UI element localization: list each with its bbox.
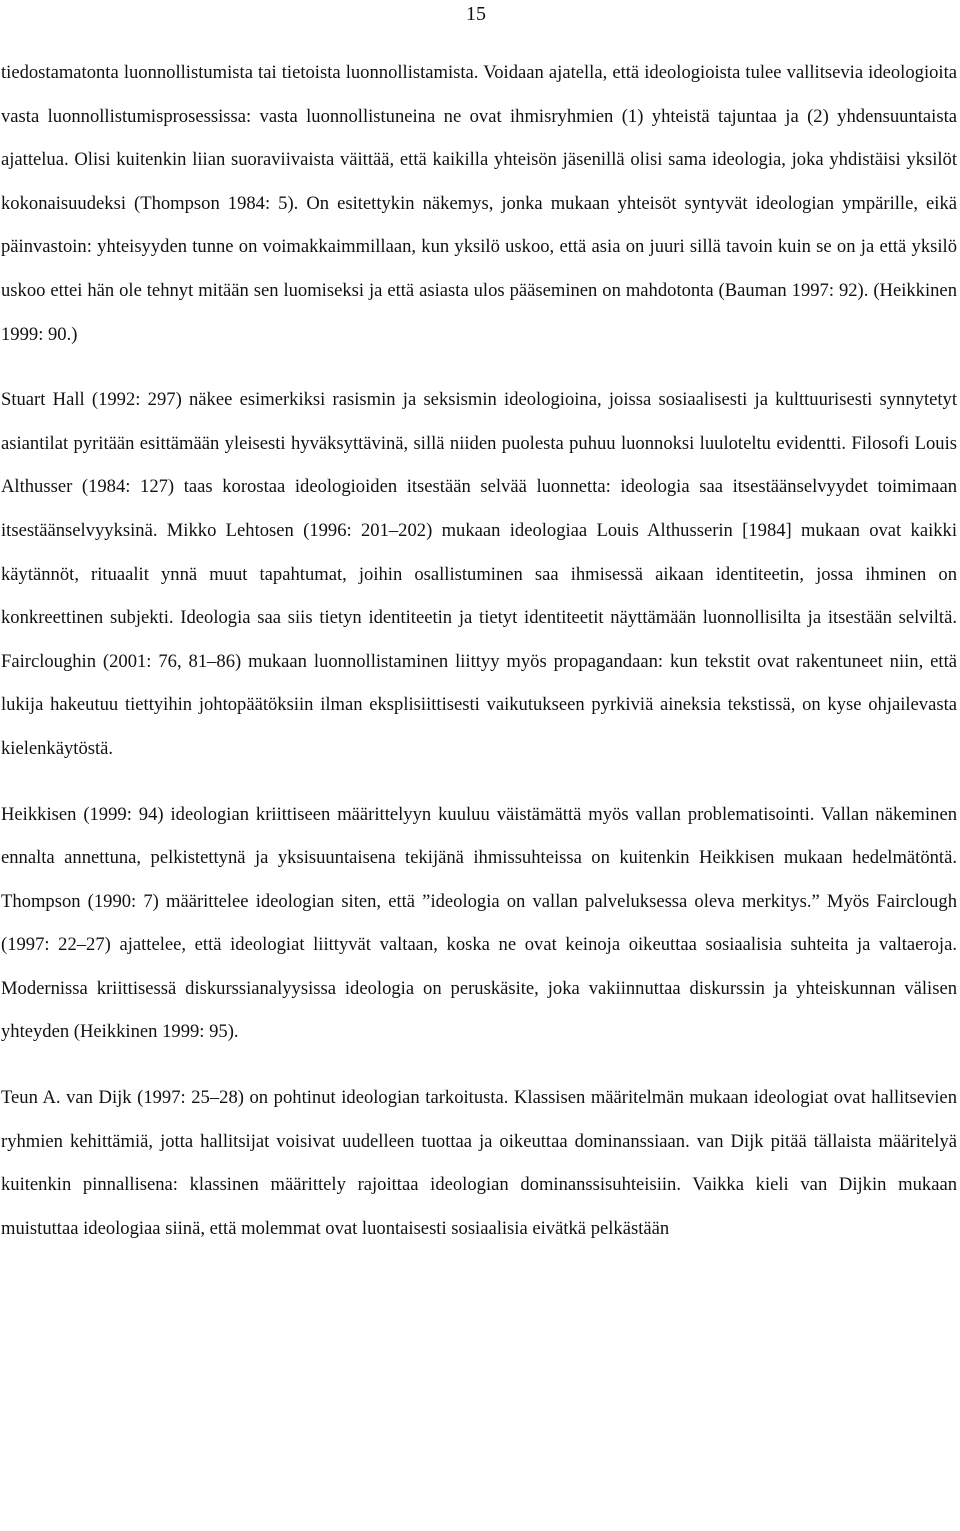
paragraph-power-problematisation: Heikkisen (1999: 94) ideologian kriittiseen määrittelyyn kuuluu väistämättä myös vallan problematisointi. Vallan näkeminen ennalta annettuna, pelkistettynä ja yksisuuntaisena tekijänä ihmissuhteissa on kuitenkin Heikkisen mukaan hedelmätöntä. Thompson (1990: 7) määrittelee ideologian siten, että ”ideologia on vallan palveluksessa oleva merkitys.” Myös Fairclough (1997: 22–27) ajattelee, että ideologiat liittyvät valtaan, koska ne ovat keinoja oikeuttaa sosiaalisia suhteita ja valtaeroja. Modernissa kriittisessä diskurssianalyysissa ideologia on peruskäsite, joka vakiinnuttaa diskurssin ja yhteiskunnan välisen yhteyden (Heikkinen 1999: 95). (1, 803, 957, 1043)
page-number: 15 (466, 3, 486, 25)
paragraph-hall-althusser: Stuart Hall (1992: 297) näkee esimerkiksi rasismin ja seksismin ideologioina, joissa sosiaalisesti ja kulttuurisesti synnytetyt asiantilat pyritään esittämään yleisesti hyväksyttävinä, sillä niiden puolesta puhuu luonnoksi luuloteltu evidentti. Filosofi Louis Althusser (1984: 127) taas korostaa ideologioiden itsestään selvää luonnetta: ideologia saa itsestäänselvyydet toimimaan itsestäänselvyyksinä. Mikko Lehtosen (1996: 201–202) mukaan ideologiaa Louis Althusserin [1984] mukaan ovat kaikki käytännöt, rituaalit ynnä muut tapahtumat, joihin osallistuminen saa ihmisessä aikaan identiteetin, jossa ihminen on konkreettinen subjekti. Ideologia saa siis tietyn identiteetin ja tietyt identiteetit näyttämään luonnollisilta ja itsestään selviltä. Faircloughin (2001: 76, 81–86) mukaan luonnollistaminen liittyy myös propagandaan: kun tekstit ovat rakentuneet niin, että lukija hakeutuu tiettyihin johtopäätöksiin ilman eksplisiittisesti vaikutukseen pyrkiviä aineksia tekstissä, on kyse ohjailevasta kielenkäytöstä. (1, 389, 957, 759)
document-body (1, 51, 957, 1250)
paragraph-ideology-naturalisation: tiedostamatonta luonnollistumista tai tietoista luonnollistamista. Voidaan ajatella, että ideologioista tulee vallitsevia ideologioita vasta luonnollistumisprosessissa: vasta luonnollistuneina ne ovat ihmisryhmien (1) yhteistä tajuntaa ja (2) yhdensuuntaista ajattelua. Olisi kuitenkin liian suoraviivaista väittää, että kaikilla yhteisön jäsenillä olisi sama ideologia, joka yhdistäisi yksilöt kokonaisuudeksi (Thompson 1984: 5). On esitettykin näkemys, jonka mukaan yhteisöt syntyvät ideologian ympärille, eikä päinvastoin: yhteisyyden tunne on voimakkaimmillaan, kun yksilö uskoo, että asia on juuri sillä tavoin kuin se on ja että yksilö uskoo ettei hän ole tehnyt mitään sen luomiseksi ja että asiasta ulos pääseminen on mahdotonta (Bauman 1997: 92). (Heikkinen 1999: 90.) (1, 62, 957, 345)
paragraph-van-dijk: Teun A. van Dijk (1997: 25–28) on pohtinut ideologian tarkoitusta. Klassisen määritelmän mukaan ideologiat ovat hallitsevien ryhmien kehittämiä, jotta hallitsijat voisivat uudelleen tuottaa ja oikeuttaa dominanssiaan. van Dijk pitää tällaista määritelyä kuitenkin pinnallisena: klassinen määrittely rajoittaa ideologian dominanssisuhteisiin. Vaikka kieli van Dijkin mukaan muistuttaa ideologiaa siinä, että molemmat ovat luontaisesti sosiaalisia eivätkä pelkästään (1, 1087, 957, 1239)
